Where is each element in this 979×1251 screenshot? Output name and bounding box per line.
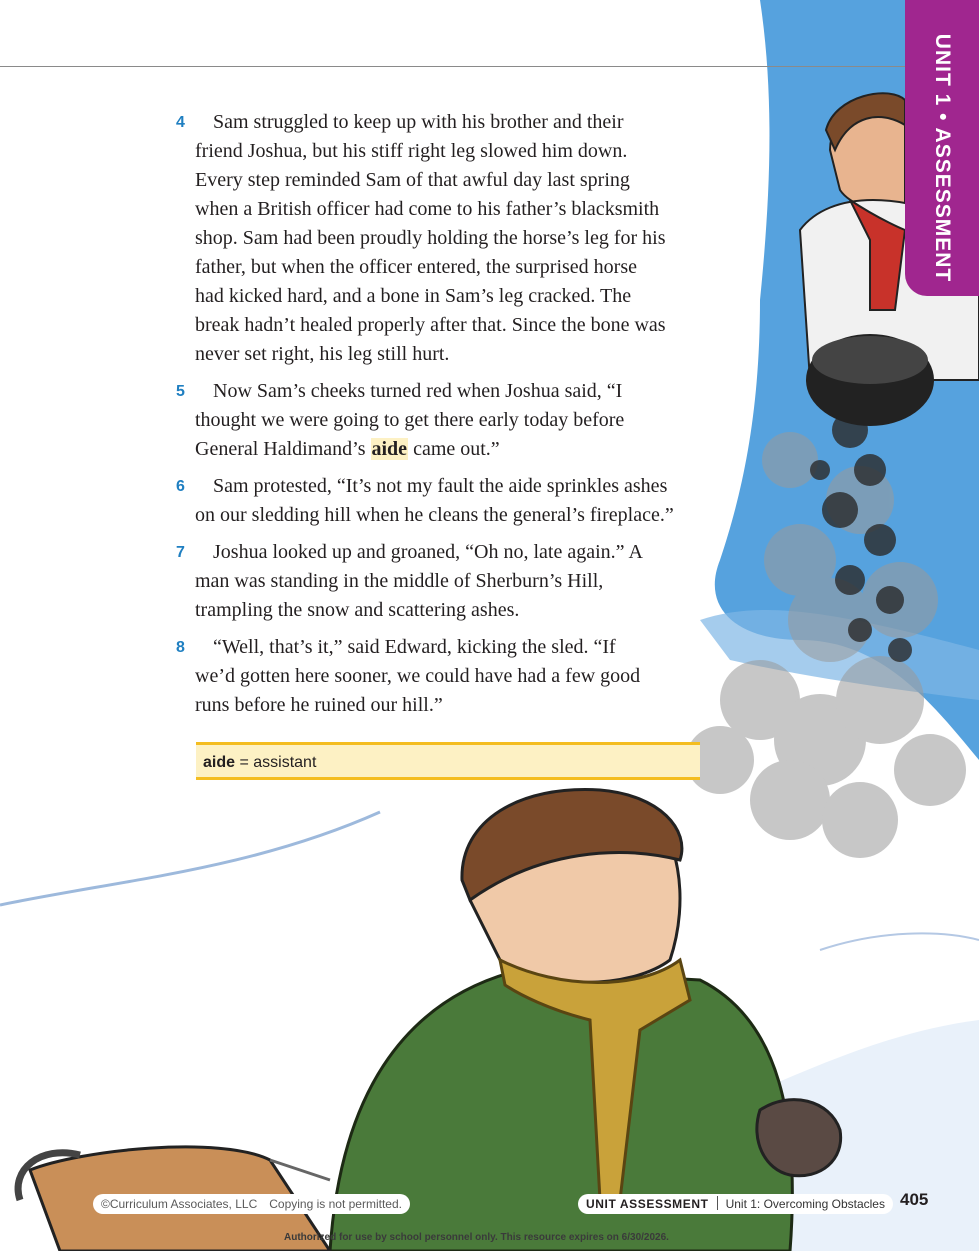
text-line: never set right, his leg still hurt. bbox=[195, 343, 450, 365]
unit-tab-label: UNIT 1 • ASSESSMENT bbox=[931, 33, 954, 283]
text-line: break hadn’t healed properly after that. Since the bone was bbox=[195, 314, 666, 336]
footer-copyright bbox=[93, 1194, 410, 1214]
vocab-word: aide bbox=[203, 754, 236, 771]
text-line: man was standing in the middle of Sherburn’s Hill, bbox=[195, 570, 604, 592]
text-line: Sam protested, “It’s not my fault the aide sprinkles ashes bbox=[213, 475, 668, 497]
text-line: father, but when the officer entered, the surprised horse bbox=[195, 256, 637, 278]
text-line: Sam struggled to keep up with his brother and their bbox=[213, 111, 624, 133]
page-number: 405 bbox=[900, 1190, 929, 1209]
text-line: friend Joshua, but his stiff right leg slowed him down. bbox=[195, 140, 628, 162]
paragraph-7 bbox=[176, 538, 696, 625]
authorization-notice: Authorized for use by school personnel only. This resource expires on 6/30/2026. bbox=[284, 1232, 669, 1243]
vocab-meaning: = assistant bbox=[235, 754, 317, 771]
footer-divider bbox=[717, 1196, 718, 1210]
paragraph-8 bbox=[176, 633, 696, 720]
paragraph-number: 5 bbox=[176, 383, 185, 400]
text-line: shop. Sam had been proudly holding the horse’s leg for his bbox=[195, 227, 666, 249]
text-line: had kicked hard, and a bone in Sam’s leg cracked. The bbox=[195, 285, 632, 307]
unit-tab bbox=[905, 0, 979, 296]
text-line: thought we were going to get there early today before bbox=[195, 409, 625, 431]
text-line: Now Sam’s cheeks turned red when Joshua said, “I bbox=[213, 380, 623, 402]
text-line: Joshua looked up and groaned, “Oh no, late again.” A bbox=[213, 541, 643, 563]
vocabulary-definition bbox=[203, 754, 316, 772]
copyright-text: ©Curriculum Associates, LLC bbox=[101, 1197, 258, 1211]
text-line: Every step reminded Sam of that awful day last spring bbox=[195, 169, 630, 191]
text-line: when a British officer had come to his father’s blacksmith bbox=[195, 198, 660, 220]
text-line: we’d gotten here sooner, we could have had a few good bbox=[195, 665, 641, 687]
section-label: UNIT ASSESSMENT bbox=[586, 1197, 709, 1211]
text-line: on our sledding hill when he cleans the general’s fireplace.” bbox=[195, 504, 674, 526]
footer-section-label bbox=[578, 1194, 893, 1214]
vocabulary-box bbox=[196, 742, 700, 780]
vocab-highlight-aide: aide bbox=[371, 438, 408, 460]
text-line: runs before he ruined our hill.” bbox=[195, 694, 443, 716]
header-rule bbox=[0, 66, 905, 67]
text-line: came out.” bbox=[408, 438, 500, 460]
paragraph-5 bbox=[176, 377, 696, 464]
text-line: General Haldimand’s bbox=[195, 438, 371, 460]
paragraph-number: 7 bbox=[176, 544, 185, 561]
paragraph-number: 4 bbox=[176, 114, 185, 131]
copy-notice: Copying is not permitted. bbox=[269, 1197, 402, 1211]
text-line: trampling the snow and scattering ashes. bbox=[195, 599, 520, 621]
story-text bbox=[176, 108, 696, 728]
unit-title: Unit 1: Overcoming Obstacles bbox=[725, 1197, 885, 1211]
paragraph-4 bbox=[176, 108, 696, 369]
paragraph-number: 6 bbox=[176, 478, 185, 495]
paragraph-number: 8 bbox=[176, 639, 185, 656]
text-line: “Well, that’s it,” said Edward, kicking the sled. “If bbox=[213, 636, 616, 658]
paragraph-6 bbox=[176, 472, 696, 530]
